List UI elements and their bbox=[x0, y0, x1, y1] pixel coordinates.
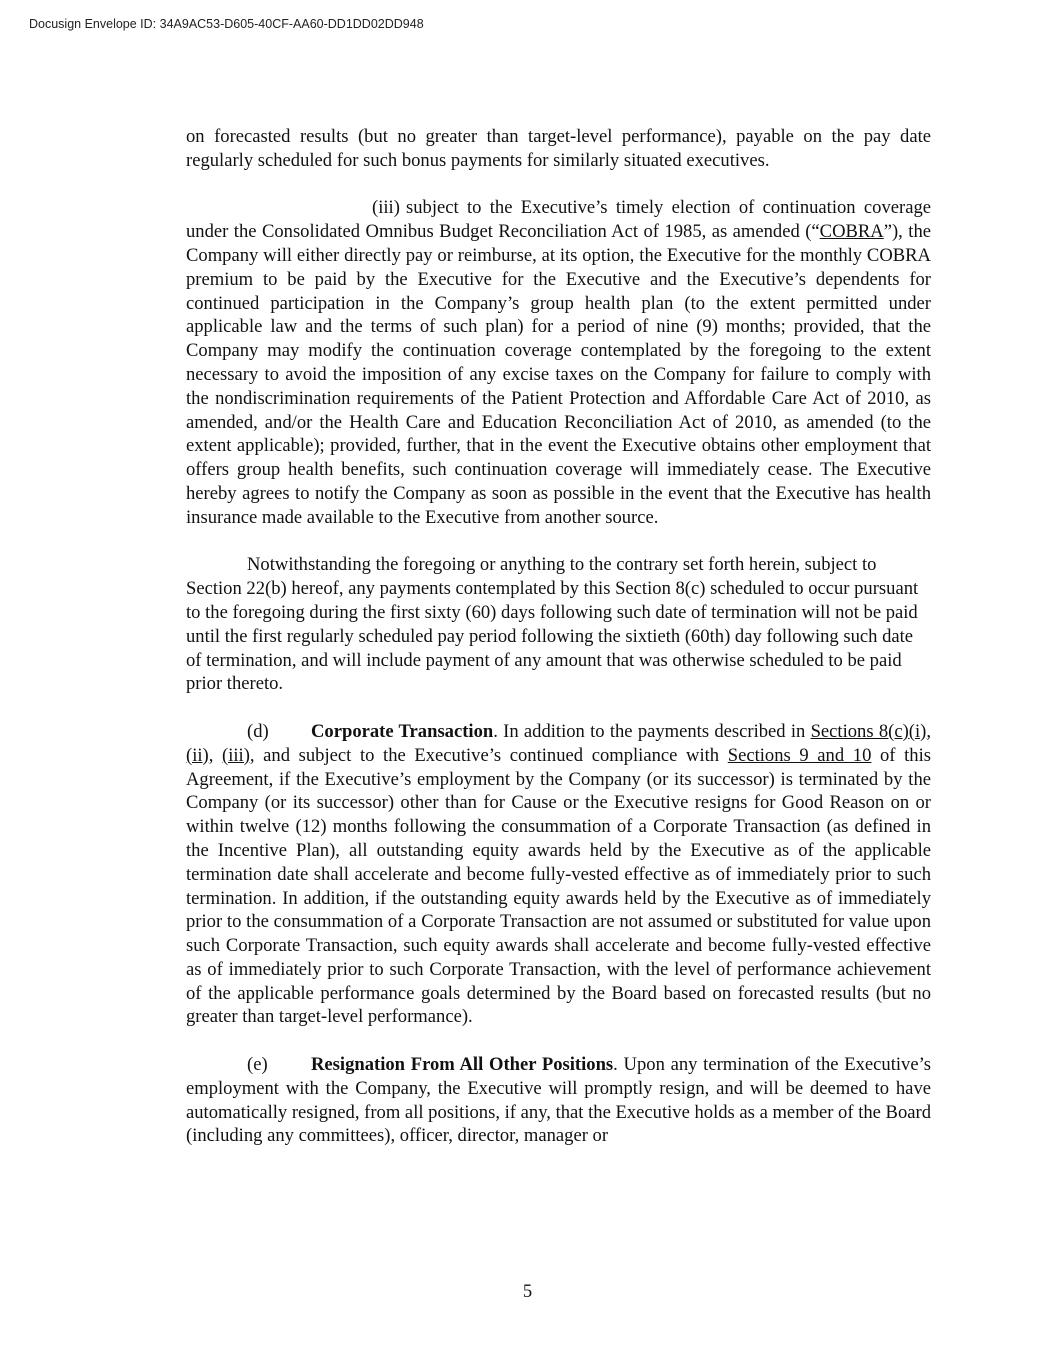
clause-text-start: subject to the Executive’s timely election of continuation coverage under the Consolidated Omnibus Budget Reconciliation Act of 1985, as amended (“ bbox=[186, 197, 931, 243]
defined-term-cobra: COBRA bbox=[819, 221, 884, 243]
clause-text: , and subject to the Executive’s continued compliance with bbox=[249, 744, 728, 766]
section-reference: (iii) bbox=[222, 744, 250, 766]
heading-period: . bbox=[613, 1054, 618, 1076]
clause-marker: (iii) bbox=[372, 197, 400, 219]
section-reference: Sections 9 and 10 bbox=[727, 744, 872, 766]
section-heading: Resignation From All Other Positions bbox=[311, 1054, 614, 1076]
section-reference: (ii) bbox=[186, 744, 209, 766]
envelope-id-header: Docusign Envelope ID: 34A9AC53-D605-40CF-AA60-DD1DD02DD948 bbox=[29, 17, 424, 31]
clause-text: In addition to the payments described in bbox=[497, 720, 811, 742]
paragraph-continuation: on forecasted results (but no greater than target-level performance), payable on the pay date regularly scheduled for such bonus payments for similarly situated executives. bbox=[186, 126, 931, 171]
document-body bbox=[186, 125, 931, 1172]
clause-marker: (d) bbox=[247, 720, 269, 742]
paragraph-notwithstanding: Notwithstanding the foregoing or anything to the contrary set forth herein, subject to Section 22(b) hereof, any payments contemplated by this Section 8(c) scheduled to occur pursuant to the foregoing during the first sixty (60) days following such date of termination will not be paid until the first regularly scheduled pay period following the sixtieth (60th) day following such date of termination, and will include payment of any amount that was otherwise scheduled to be paid prior thereto. bbox=[186, 554, 919, 695]
clause-marker: (e) bbox=[247, 1054, 268, 1076]
clause-text: of this Agreement, if the Executive’s employment by the Company (or its successor) is terminated by the Company (or its successor) other than for Cause or the Executive resigns for Good Reason on or within twelve (12) months following the consummation of a Corporate Transaction (as defined in the Incentive Plan), all outstanding equity awards held by the Executive as of the applicable termination date shall accelerate and become fully-vested effective as of immediately prior to such termination. In addition, if the outstanding equity awards held by the Executive as of immediately prior to the consummation of a Corporate Transaction are not assumed or substituted for value upon such Corporate Transaction, such equity awards shall accelerate and become fully-vested effective as of immediately prior to such Corporate Transaction, with the level of performance achievement of the applicable performance goals determined by the Board based on forecasted results (but no greater than target-level performance). bbox=[186, 744, 931, 1028]
paragraph-corporate-transaction bbox=[186, 720, 931, 1029]
clause-text: Upon any termination of the Executive’s employment with the Company, the Executive will promptly resign, and will be deemed to have automatically resigned, from all positions, if any, that the Executive holds as a member of the Board (including any committees), officer, director, manager or bbox=[186, 1054, 932, 1147]
separator: , bbox=[208, 744, 222, 766]
section-reference: Sections 8(c)(i) bbox=[810, 720, 927, 742]
clause-text-rest: ”), the Company will either directly pay or reimburse, at its option, the Executive for the monthly COBRA premium to be paid by the Executive for the Executive and the Executive’s dependents for continued participation in the Company’s group health plan (to the extent permitted under applicable law and the terms of such plan) for a period of nine (9) months; provided, that the Company may modify the continuation coverage contemplated by the foregoing to the extent necessary to avoid the imposition of any excise taxes on the Company for failure to comply with the nondiscrimination requirements of the Patient Protection and Affordable Care Act of 2010, as amended, and/or the Health Care and Education Reconciliation Act of 2010, as amended (to the extent applicable); provided, further, that in the event the Executive obtains other employment that offers group health benefits, such continuation coverage will immediately cease. The Executive hereby agrees to notify the Company as soon as possible in the event that the Executive has health insurance made available to the Executive from another source. bbox=[186, 221, 931, 528]
section-heading: Corporate Transaction bbox=[311, 720, 494, 742]
paragraph-resignation bbox=[186, 1053, 931, 1148]
page-number: 5 bbox=[522, 1281, 533, 1302]
heading-period: . bbox=[493, 720, 498, 742]
separator: , bbox=[926, 720, 931, 742]
paragraph-section-8c-iii bbox=[186, 196, 931, 529]
